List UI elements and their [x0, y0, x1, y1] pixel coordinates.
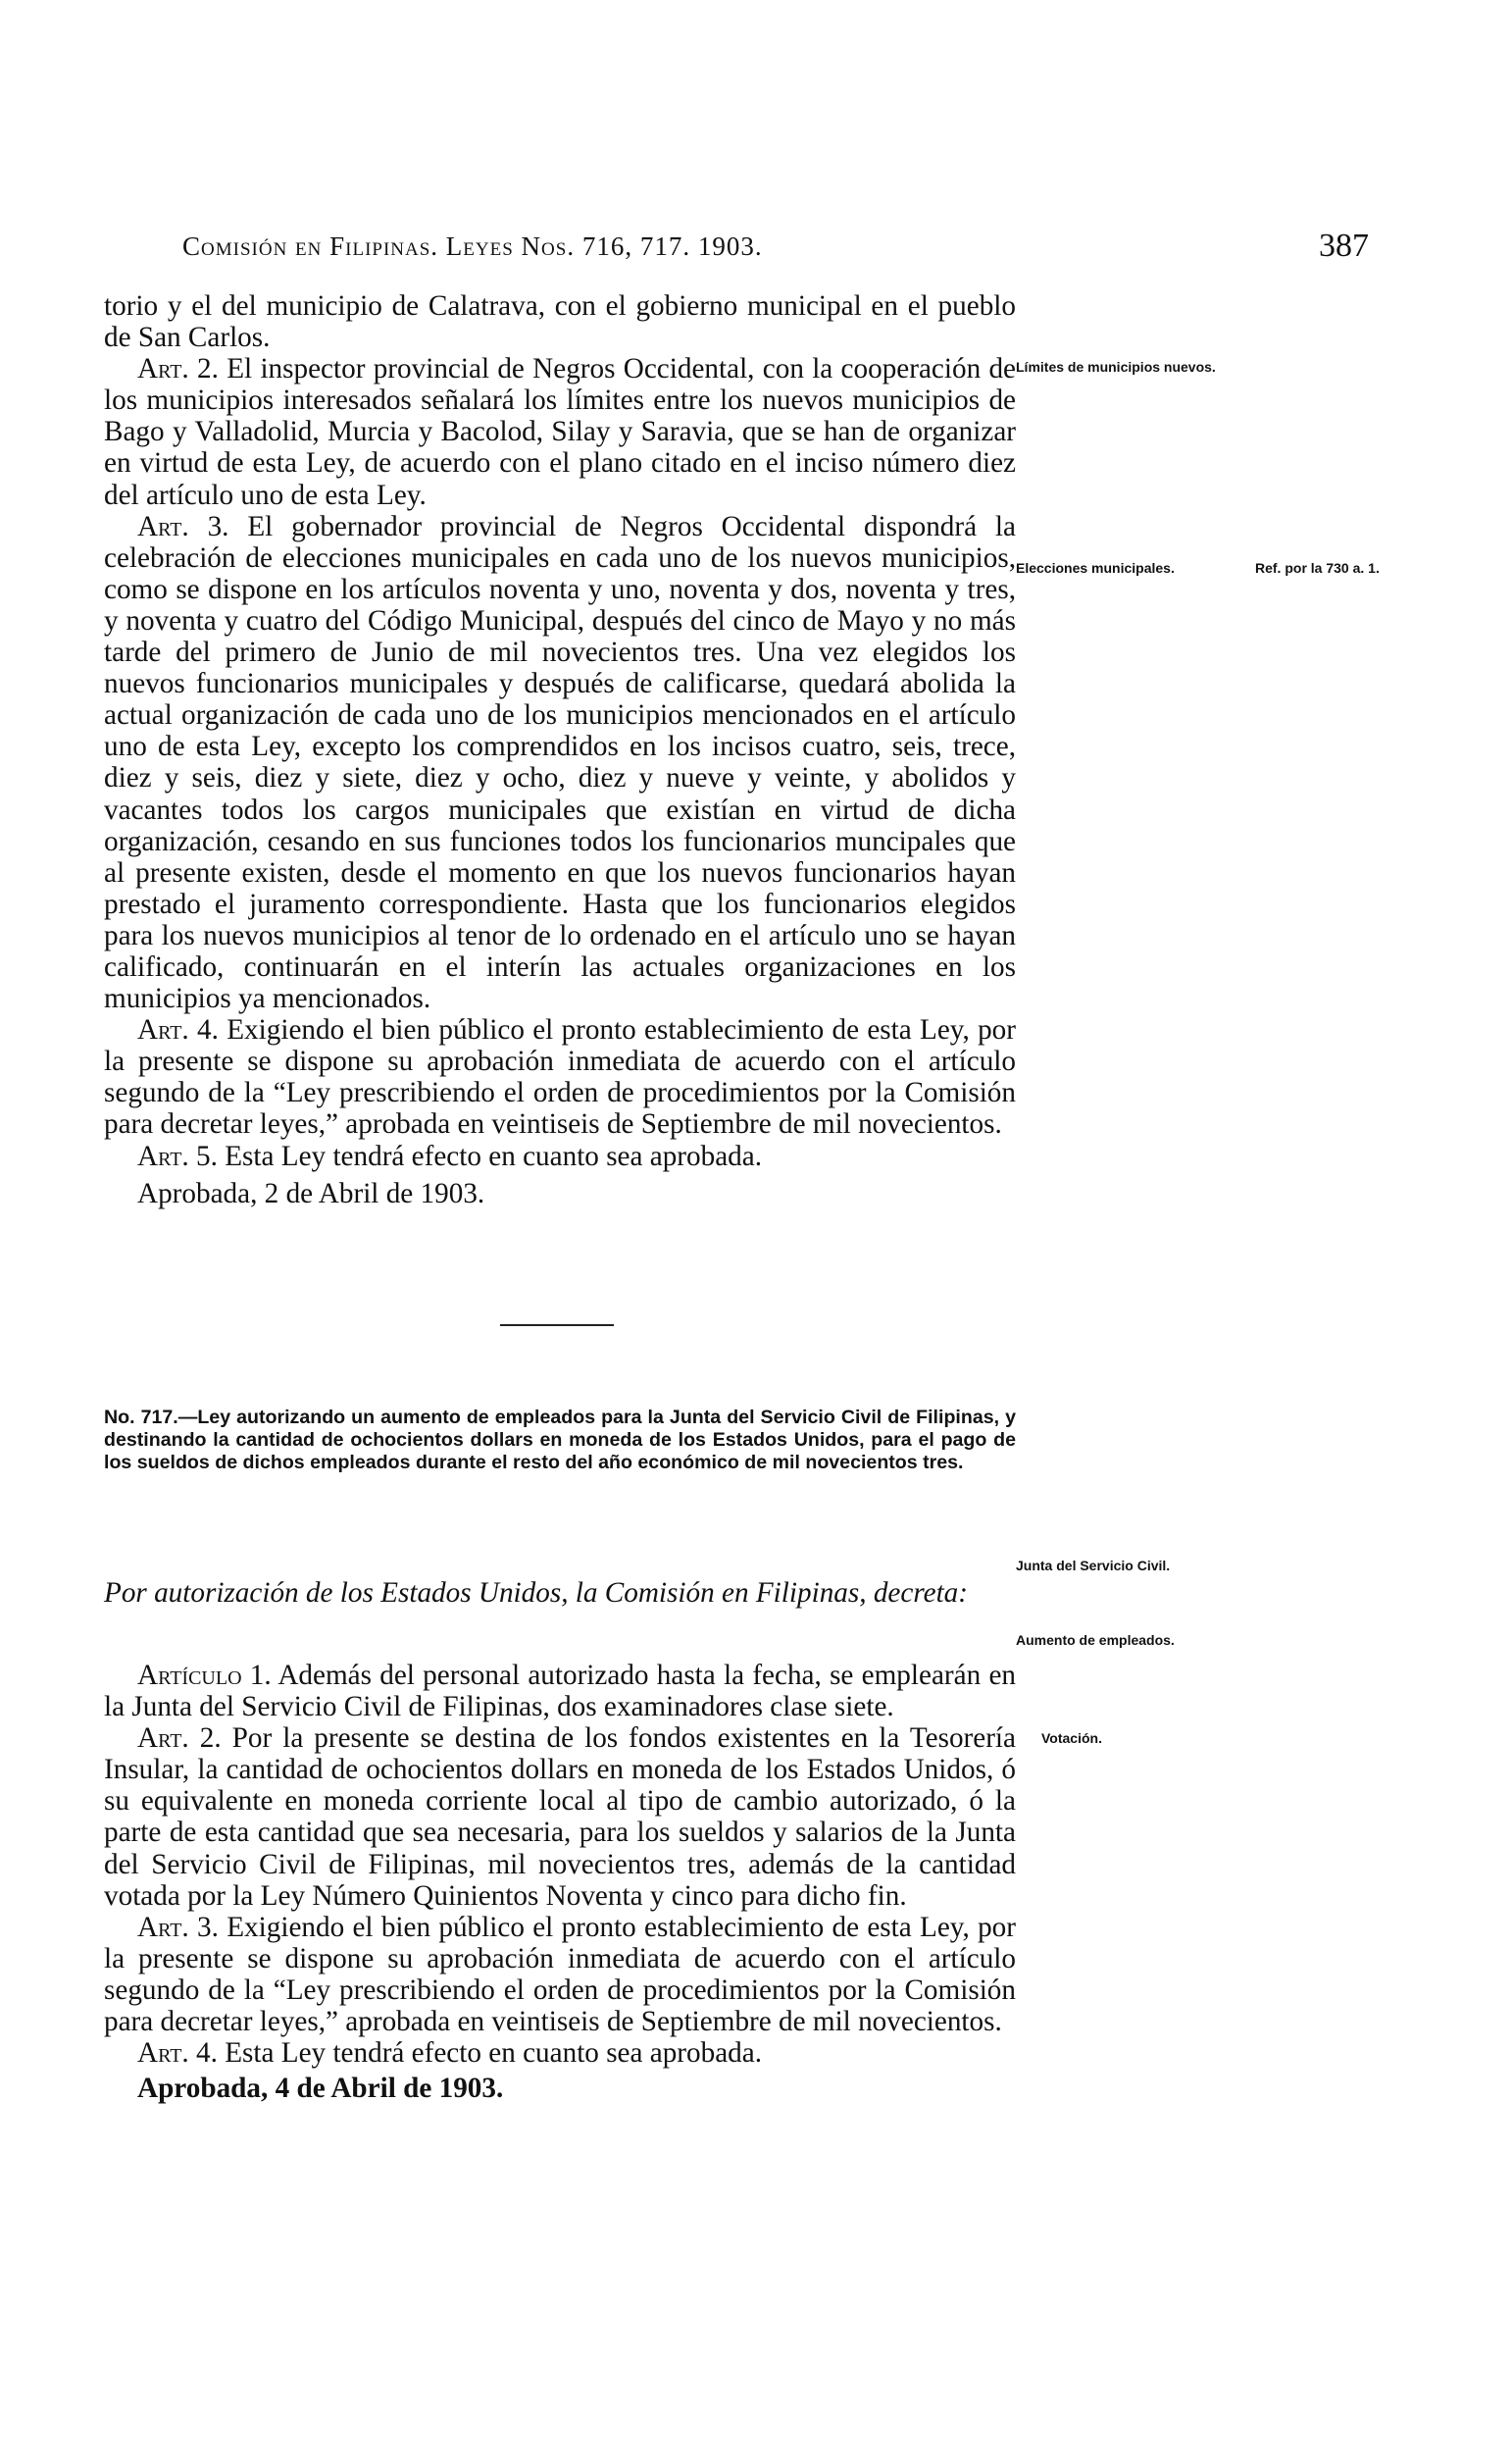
article-label: Art. 4.: [137, 2037, 218, 2070]
enacting-clause: Por autorización de los Estados Unidos, la Comisión en Filipinas, decreta:: [104, 1577, 968, 1609]
law-717-title: No. 717.—Ley autorizando un aumento de empleados para la Junta del Servicio Civil de Filipinas, y destinando la cantidad de ochocientos dollars en moneda de los Estados Unidos, para el pago de los sueldos de dichos empleados durante el resto del año económico de mil novecientos tres.: [104, 1407, 1016, 1474]
law-717-body: [104, 1660, 1016, 2104]
article-text: Esta Ley tendrá efecto en cuanto sea aprobada.: [217, 2037, 763, 2070]
section-divider: [500, 1324, 614, 1326]
article-4: [104, 2037, 1016, 2069]
article-text: Exigiendo el bien público el pronto establecimiento de esta Ley, por la presente se dispone su aprobación inmediata de acuerdo con el artículo segundo de la “Ley prescribiendo el orden de procedimientos por la Comisión para decretar leyes,” aprobada en veintiseis de Septiembre de mil novecientos.: [104, 1911, 1016, 2038]
article-text: Por la presente se destina de los fondos existentes en la Tesorería Insular, la cantidad de ochocientos dollars en moneda de los Estados Unidos, ó su equivalente en moneda corriente local al tipo de cambio autorizado, ó la parte de esta cantidad que sea necesaria, para los sueldos y salarios de la Junta del Servicio Civil de Filipinas, mil novecientos tres, además de la cantidad votada por la Ley Número Quinientos Noventa y cinco para dicho fin.: [104, 1722, 1016, 1912]
enacting-clause-block: [104, 1577, 1016, 1609]
running-head: [182, 228, 1369, 275]
page-number: 387: [1319, 228, 1369, 264]
law-716-continuation: [104, 290, 1016, 1209]
article-text: El inspector provincial de Negros Occidental, con la cooperación de los municipios interesados señalará los límites entre los nuevos municipios de Bago y Valladolid, Murcia y Bacolod, Silay y Saravia, que se han de organizar en virtud de esta Ley, de acuerdo con el plano citado en el inciso número diez del artículo uno de esta Ley.: [104, 353, 1017, 511]
article-text: Esta Ley tendrá efecto en cuanto sea aprobada.: [217, 1140, 763, 1172]
article-label: Art. 3.: [137, 1911, 219, 1943]
article-text: Además del personal autorizado hasta la fecha, se emplearán en la Junta del Servicio Civil de Filipinas, dos examinadores clase siete.: [104, 1660, 1017, 1723]
margin-note-junta: Junta del Servicio Civil.: [1016, 1558, 1171, 1573]
article-2: [104, 1722, 1016, 1912]
approval-date: Aprobada, 2 de Abril de 1903.: [137, 1177, 485, 1209]
article-text: El gobernador provincial de Negros Occidental dispondrá la celebración de elecciones municipales en cada uno de los nuevos municipios, como se dispone en los artículos noventa y uno, noventa y dos, noventa y tres, y noventa y cuatro del Código Municipal, después del cinco de Mayo y no más tarde del primero de Junio de mil novecientos tres. Una vez elegidos los nuevos funcionarios municipales y después de calificarse, quedará abolida la actual organización de cada uno de los municipios mencionados en el artículo uno de esta Ley, excepto los comprendidos en los incisos cuatro, seis, trece, diez y seis, diez y siete, diez y ocho, diez y nueve y veinte, y abolidos y vacantes todos los cargos municipales que existían en virtud de dicha organización, cesando en sus funciones todos los funcionarios muncipales que al presente existen, desde el momento en que los nuevos funcionarios hayan prestado el juramento correspondiente. Hasta que los funcionarios elegidos para los nuevos municipios al tenor de lo ordenado en el artículo uno se hayan calificado, continuarán en el interín las actuales organizaciones en los municipios ya mencionados.: [104, 510, 1016, 1015]
margin-note-aumento: Aumento de empleados.: [1016, 1632, 1175, 1648]
article-label: Artículo 1.: [137, 1660, 272, 1691]
article-label: Art. 4.: [137, 1014, 219, 1047]
article-1: [104, 1660, 1016, 1722]
margin-note-elecciones: Elecciones municipales.: [1016, 560, 1175, 576]
article-label: Art. 5.: [137, 1140, 218, 1172]
margin-note-reference: Ref. por la 730 a. 1.: [1255, 560, 1380, 576]
margin-note-limites: Límites de municipios nuevos.: [1016, 359, 1216, 375]
article-label: Art. 3.: [137, 510, 229, 542]
article-label: Art. 2.: [137, 1722, 222, 1755]
paragraph-continuation: torio y el del municipio de Calatrava, con el gobierno municipal en el pueblo de San Carlos.: [104, 290, 1016, 354]
article-3: [104, 1912, 1016, 2037]
article-4: [104, 1014, 1016, 1140]
approval-date: Aprobada, 4 de Abril de 1903.: [137, 2073, 504, 2105]
running-title: Comisión en Filipinas. Leyes Nos. 716, 717. 1903.: [182, 231, 763, 261]
article-text: Exigiendo el bien público el pronto establecimiento de esta Ley, por la presente se dispone su aprobación inmediata de acuerdo con el artículo segundo de la “Ley prescribiendo el orden de procedimientos por la Comisión para decretar leyes,” aprobada en veintiseis de Septiembre de mil novecientos.: [104, 1014, 1016, 1141]
article-2: [104, 353, 1016, 510]
article-3: [104, 511, 1016, 1015]
article-5: [104, 1141, 1016, 1172]
margin-note-votacion: Votación.: [1041, 1730, 1102, 1746]
article-label: Art. 2.: [137, 353, 219, 385]
